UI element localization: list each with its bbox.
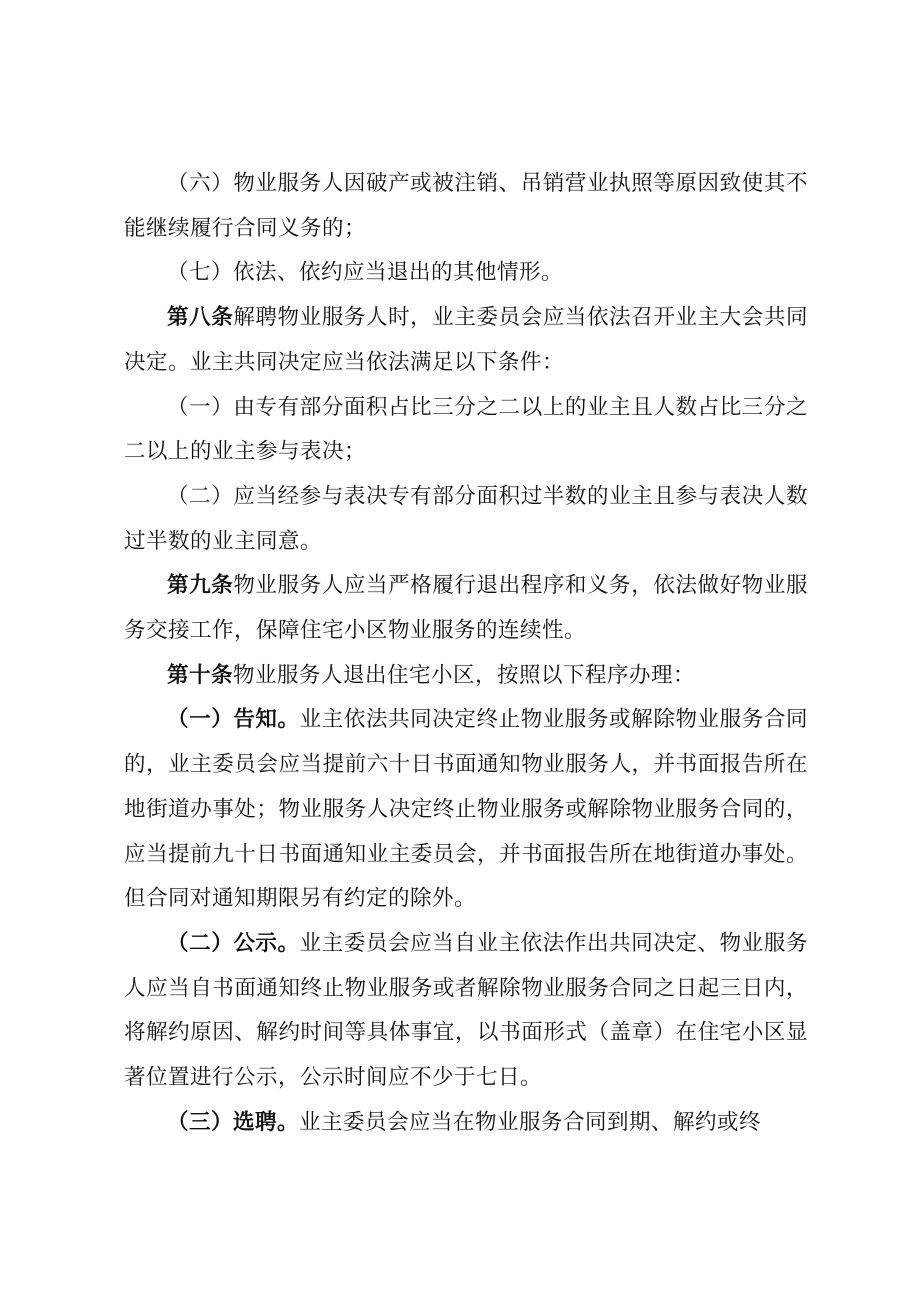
paragraph-text: 物业服务人应当严格履行退出程序和义务，依法做好物业服务交接工作，保障住宅小区物业服务的连续性。 bbox=[124, 573, 808, 644]
paragraph-condition-2 bbox=[124, 475, 808, 564]
article-heading: 第十条 bbox=[167, 662, 234, 688]
paragraph-text: 物业服务人退出住宅小区，按照以下程序办理： bbox=[233, 662, 696, 688]
paragraph-text: （七）依法、依约应当退出的其他情形。 bbox=[167, 260, 564, 286]
procedure-heading: （三）选聘。 bbox=[167, 1109, 300, 1135]
procedure-publicize bbox=[124, 922, 808, 1101]
paragraph-text: （二）应当经参与表决专有部分面积过半数的业主且参与表决人数过半数的业主同意。 bbox=[124, 483, 808, 554]
article-10 bbox=[124, 654, 808, 699]
paragraph-text: 解聘物业服务人时，业主委员会应当依法召开业主大会共同决定。业主共同决定应当依法满足以下条件： bbox=[124, 305, 808, 375]
paragraph-text: 业主委员会应当在物业服务合同到期、解约或终 bbox=[299, 1109, 762, 1135]
article-8 bbox=[124, 296, 808, 385]
procedure-select bbox=[124, 1101, 808, 1146]
article-9 bbox=[124, 564, 808, 653]
procedure-heading: （一）告知。 bbox=[167, 707, 300, 733]
paragraph-text: 业主委员会应当自业主依法作出共同决定、物业服务人应当自书面通知终止物业服务或者解除物业服务合同之日起三日内，将解约原因、解约时间等具体事宜，以书面形式（盖章）在住宅小区显著位置进行公示，公示时间应不少于七日。 bbox=[124, 930, 808, 1091]
paragraph-item-7 bbox=[124, 251, 808, 296]
article-heading: 第九条 bbox=[167, 573, 234, 599]
document-body bbox=[124, 162, 808, 1145]
procedure-heading: （二）公示。 bbox=[167, 930, 300, 956]
paragraph-text: （一）由专有部分面积占比三分之二以上的业主且人数占比三分之二以上的业主参与表决； bbox=[124, 394, 808, 465]
article-heading: 第八条 bbox=[167, 305, 234, 331]
paragraph-item-6 bbox=[124, 162, 808, 251]
procedure-notify bbox=[124, 698, 808, 922]
paragraph-text: （六）物业服务人因破产或被注销、吊销营业执照等原因致使其不能继续履行合同义务的； bbox=[124, 171, 808, 241]
paragraph-text: 业主依法共同决定终止物业服务或解除物业服务合同的，业主委员会应当提前六十日书面通知物业服务人，并书面报告所在地街道办事处；物业服务人决定终止物业服务或解除物业服务合同的，应当提前九十日书面通知业主委员会，并书面报告所在地街道办事处。但合同对通知期限另有约定的除外。 bbox=[124, 707, 808, 912]
paragraph-condition-1 bbox=[124, 386, 808, 475]
